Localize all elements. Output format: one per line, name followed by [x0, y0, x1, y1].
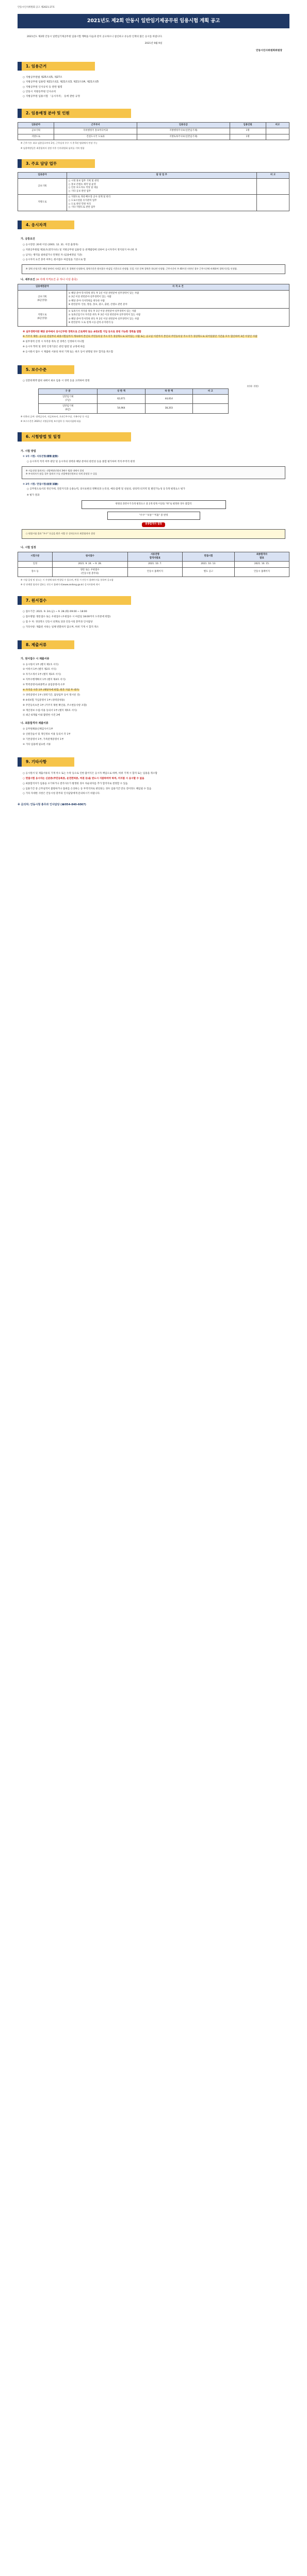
- cell: 38,203: [145, 404, 192, 413]
- intro-text: 2021년도 제2회 안동시 일반임기제공무원 임용시험 계획을 다음과 같이 공고하오니 참신하고 유능한 인재의 많은 응시를 바랍니다.: [27, 35, 163, 38]
- note: ※ 임용예정일은 최종합격자 결정 이후 인사위원회 심의를 거쳐 정함: [21, 146, 85, 149]
- cell: 공보기획: [18, 128, 54, 134]
- duties-table: [18, 172, 289, 211]
- cell: 건설도시국 도로과: [54, 134, 137, 140]
- paragraph: ○ 연봉한계액 범위 내에서 최초 임용 시 경력 등을 고려하여 결정: [23, 380, 90, 383]
- cell: [192, 395, 228, 404]
- info-box: ※ 서류전형 합격자는 선발예정인원의 3배수 범위 내에서 결정 ※ 부적격자가 많을 경우 합격자 수를 선발예정인원보다 적게 결정할 수 있음: [22, 466, 285, 479]
- paragraph-text: ○ 면접시험 응시자는 신분증(주민등록증, 운전면허증, 여권 등)을 반드시 지참하여야 하며, 미지참 시 응시할 수 없음: [23, 777, 144, 780]
- table-header: 임용분야: [18, 173, 67, 179]
- section-7-title: 7. 원서접수: [18, 596, 131, 605]
- cell: 장소 등: [18, 567, 53, 577]
- cell: ① 토목기사 자격증 취득 후 1년 이상 관련분야 실무경력이 있는 사람 ② 토목산업기사 자격증 취득 후 3년 이상 관련분야 실무경력이 있는 사람 ③ 해당 분야 학사학위 취득 후 2년 이상 관련분야 실무경력이 있는 사람 ※ 관련분야: 도로 설계·시공·감리·유지관리 등: [67, 308, 289, 326]
- notice-number: 안동시인사위원회 공고 제2021-27호: [18, 6, 55, 9]
- table-header: 임용분야: [18, 122, 54, 128]
- cell: 지방도로 (6급상당): [18, 308, 67, 326]
- note: ※ 응시원서 접수 시 제출한 서류의 허위 기재 또는 위조 등이 판명될 경우 합격을 취소함: [23, 351, 114, 354]
- list-item: ⑨ 주민등록초본 1부 (거주지 제한 확인용, 주소변동사항 포함): [23, 704, 87, 707]
- list-item: ○ 안동시 지방공무원 인사규칙: [23, 90, 289, 94]
- paragraph: ○ 접수방법: 방문접수 또는 우편접수 (우편접수 시 마감일 18:00까지 도착분에 한함): [23, 616, 111, 619]
- judge-box: "우수" "보통" "미흡" 중 판정: [107, 512, 200, 520]
- paragraph: ○ 기타사항: 제출된 서류는 일체 반환하지 않으며, 허위 기재 시 합격 취소: [23, 625, 99, 629]
- cell: 지방행정주사보(일반임기제): [137, 128, 230, 134]
- table-header: 자 격 요 건: [67, 284, 289, 291]
- subsection-label: 나. 세부요건: [21, 278, 35, 281]
- cell: 별도 공고: [182, 567, 234, 577]
- paragraph: ○ 응시연령: 20세 이상 (2001. 12. 31. 이전 출생자): [23, 243, 78, 246]
- table-row: [39, 404, 229, 413]
- section-4-title: 4. 응시자격: [18, 221, 74, 229]
- cell: 공보기획: [18, 178, 67, 194]
- list-item: ⑩ 개인정보 수집·이용 동의서 1부 (별지 제5호 서식): [23, 709, 77, 712]
- cell: 1명: [230, 134, 266, 140]
- table-header: 비고: [266, 122, 289, 128]
- table-row: [18, 290, 289, 308]
- table-header: 시험구분: [18, 552, 53, 562]
- cell: 안동시 홈페이지: [127, 567, 182, 577]
- table-row: [18, 178, 289, 194]
- cell: 일반임기제 (6급): [39, 404, 98, 413]
- list-item: ⑤ 학력증명서(최종학교 졸업증명서) 1부: [23, 684, 65, 687]
- cell: 44,614: [145, 395, 192, 404]
- section-6-title: 6. 시험방법 및 일정: [18, 432, 131, 441]
- list-item: ② 신원진술서 및 개인정보 이용 동의서 각 1부: [23, 733, 71, 736]
- judge-title: ※ 평가 결과: [27, 494, 40, 497]
- final-badge: 최종합격자 결정: [142, 522, 165, 527]
- note: ※ 시험 일정 및 장소는 시 사정에 따라 변경될 수 있으며, 변경 시 안동시 홈페이지를 통하여 공고함: [21, 579, 114, 582]
- final-box: ○ 면접시험 결과 "우수" 등급을 받은 사람 중 성적순으로 최종합격자 결정: [22, 529, 285, 538]
- note: [23, 331, 289, 334]
- section-1-title: 1. 임용근거: [18, 62, 95, 71]
- table-header: 원서접수: [52, 552, 127, 562]
- contact-info: [18, 803, 289, 807]
- table-row: [18, 195, 289, 211]
- list-item: ○ 지방공무원법 제25조의5, 제27조: [23, 76, 289, 79]
- cell: 일정: [18, 562, 53, 568]
- note: ※ 근무기간: 최초 임용일로부터 2년, 근무실적 우수 시 총 5년 범위에서 연장 가능: [21, 142, 98, 145]
- list-item: ③ 기본증명서 1부, 가족관계증명서 1부: [23, 738, 64, 741]
- section-2-title: 2. 임용예정 분야 및 인원: [18, 109, 131, 117]
- section-3-title: 3. 주요 담당 업무: [18, 159, 95, 168]
- subsection-title: 나. 최종합격자 제출서류: [21, 722, 49, 725]
- table-header: 임용예정분야: [18, 284, 67, 291]
- note: ※ 실무경력 산정 시 자격증 취득 전 경력은 인정하지 아니함: [23, 341, 85, 344]
- list-item-text: ⑥ 자격증 사본 1부 (해당자에 한함, 원본 지참 후 대조): [23, 689, 79, 692]
- subsection-title: [21, 278, 289, 282]
- table-header: 비 고: [192, 388, 228, 395]
- cell: 방문 또는 우편접수 (안동시청 총무과): [52, 567, 127, 577]
- cell: 1명: [230, 128, 266, 134]
- intro: [18, 36, 289, 39]
- cell: 지방토목주사보(일반임기제): [137, 134, 230, 140]
- subsection-title: 나. 시험 일정: [21, 546, 36, 549]
- list-item: ① 응시원서 1부 (별지 제1호 서식): [23, 663, 59, 666]
- cell: 2021. 9. 24. ~ 9. 28.: [52, 562, 127, 568]
- cell: 62,671: [98, 395, 145, 404]
- notice-date: 2021년 9월 9일: [144, 42, 163, 45]
- cell: 일반임기제 (7급): [39, 395, 98, 404]
- list-item: ① 공무원채용신체검사서 1부: [23, 727, 53, 731]
- paragraph: ○ 지방공무원법 제31조(결격사유) 및 지방공무원 임용령 등 관계법령에 의하여 응시자격이 정지되지 아니한 자: [23, 248, 137, 251]
- list-item: ⑪ 최근 6개월 이내 촬영한 사진 2매: [23, 714, 60, 717]
- table-header: 임용인원: [230, 122, 266, 128]
- note: ※ 연봉외 급여: 정액급식비, 직급보조비, 초과근무수당, 가족수당 등 지급: [21, 415, 89, 418]
- paragraph: ○ 남자는 병역을 필하였거나 면제된 자 (임용예정일 기준): [23, 253, 83, 257]
- note: ※ 각 단계별 합격자 발표는 안동시 홈페이지(www.andong.go.kr) 공지사항에 게시: [21, 583, 100, 586]
- list-item: [23, 689, 289, 692]
- table-header: 서류전형 합격자발표: [127, 552, 182, 562]
- cell: [266, 128, 289, 134]
- cell: ○ 지방도로 개설·확포장 공사 설계 및 관리 ○ 도로시설물 유지관리 업무 ○ 도로 관련 민원 처리 ○ 기타 지방도로 관련 업무: [67, 195, 256, 211]
- cell: ① 해당 분야 학사학위 취득 후 1년 이상 관련분야 실무경력이 있는 사람 ② 3년 이상 관련분야 실무경력이 있는 사람 ③ 해당 분야 석사학위를 취득한 사람 ※ 관련분야: 언론, 방송, 홍보, 광고, 출판, 콘텐츠 관련 분야: [67, 290, 289, 308]
- list-item: ④ 기타 임용에 필요한 서류: [23, 743, 51, 746]
- table-header: 최종합격자 발표: [234, 552, 289, 562]
- paragraph: ○ 기타 자세한 사항은 안동시청 총무과 인사담당에게 문의하시기 바랍니다.: [23, 792, 101, 795]
- cell: ○ 시정 홍보 업무 기획 및 관리 ○ 홍보 콘텐츠 제작 및 운영 ○ 언론 보도자료 작성 및 대응 ○ 기타 공보 관련 업무: [67, 178, 256, 194]
- step-title: ② 2차 시험: 면접시험(面接 試驗): [23, 483, 58, 486]
- cell: 자치행정국 홍보미디어과: [54, 128, 137, 134]
- cell: 공보기획 (6급상당): [18, 290, 67, 308]
- list-item: ③ 자기소개서 1부 (별지 제3호 서식): [23, 673, 61, 676]
- unit-label: (단위: 천원): [247, 385, 258, 388]
- table-header: 구 분: [39, 388, 98, 395]
- table-header: 임용등급: [137, 122, 230, 128]
- section-1-list: [18, 76, 289, 98]
- cell: [266, 134, 289, 140]
- list-item: ○ 지방공무원 임용령 제21조의2, 제21조의3, 제21조의4, 제21조의5: [23, 80, 289, 84]
- paragraph: ○ 응시자격 요건 충족 여부는 원서접수 마감일을 기준으로 함: [23, 259, 86, 262]
- judge-box: 위원의 과반수가 5개 평정요소 중 2개 항목 이상을 "하"로 평정한 경우 불합격: [82, 500, 226, 509]
- cell: 지방도로: [18, 195, 67, 211]
- table-header: 근무부서: [54, 122, 137, 128]
- section-5-title: 5. 보수수준: [18, 365, 74, 374]
- table-row: [39, 395, 229, 404]
- table-header: 면접시험: [182, 552, 234, 562]
- cell: 2021. 10. 15.: [234, 562, 289, 568]
- step-title: ① 1차 시험: 서류전형(書類 銓衡): [23, 455, 58, 459]
- list-item: ⑧ 4대보험 가입증명서 1부 (경력증빙용): [23, 699, 65, 702]
- contact-text: ※ 문의처: 안동시청 총무과 인사담당 (☎054-840-6067): [18, 803, 86, 807]
- paragraph: ○ 최종합격자가 임용을 포기하거나 결격사유가 발생한 경우 차순위자를 추가 합격자로 결정할 수 있음: [23, 782, 128, 785]
- table-row: [18, 128, 289, 134]
- section-8-title: 8. 제출서류: [18, 640, 74, 649]
- list-item: ④ 직무수행계획서 1부 (별지 제4호 서식): [23, 679, 66, 682]
- note: [23, 335, 289, 339]
- cell: 2021. 10. 7.: [127, 562, 182, 568]
- paragraph: ○ 응시자격 적격 여부 판단 및 응시자의 경력과 해당 분야의 관련성 등을 종합 평가하여 적격·부적격 판정: [27, 461, 135, 464]
- cell: 안동시 홈페이지: [234, 567, 289, 577]
- table-row: [18, 308, 289, 326]
- table-header: 담 당 업 무: [67, 173, 256, 179]
- paragraph: [23, 777, 289, 781]
- note-text: ※ 거주지 제한: 공고일 전일부터 최종시험일까지 계속하여 본인의 주민등록상 주소지가 경상북도로 되어있는 사람 또는 공고일 이전까지 본인의 주민등록상 주소지가 경상북도로 되어있었던 기간을 모두 합산하여 3년 이상인 사람: [23, 335, 257, 338]
- subsection-title: 가. 공통요건: [21, 238, 35, 241]
- positions-table: [18, 122, 289, 141]
- paragraph: ○ 응시원서 및 제출서류의 기재 착오 또는 누락 등으로 인한 불이익은 응시자 책임으로 하며, 허위 기재 시 합격 또는 임용을 취소함: [23, 772, 157, 775]
- table-row: [18, 562, 289, 568]
- subsection-title: 가. 원서접수 시 제출서류: [21, 657, 50, 661]
- cell: 지방도로: [18, 134, 54, 140]
- note: ※ 응시자 학력 및 경력 인정기준은 관련 법령 및 규정에 따름: [23, 346, 85, 349]
- note: ※ 보수수준은 2021년 지방공무원 보수업무 등 처리지침에 따름: [21, 419, 81, 422]
- list-item: ○ 지방공무원 인사규칙 등 관련 법령: [23, 86, 289, 89]
- paragraph: ○ 임용기간 중 근무실적이 불량하거나 품위를 손상하는 등 부적격자로 판단되는 경우 임용기간 만료 전이라도 해임될 수 있음: [23, 787, 152, 790]
- list-item: ○ 지방공무원 임용시험 「응시자격」 등에 관한 규정: [23, 95, 289, 98]
- note-text: ※ 실무경력이란 해당 분야에서 상시근무한 경력으로 근로계약 또는 4대보험 가입 등으로 증빙 가능한 경력을 말함: [23, 330, 141, 333]
- schedule-table: [18, 552, 289, 577]
- subsection-note: (※ 아래 자격요건 중 하나 이상 충족): [36, 278, 77, 281]
- page-title: 2021년도 제2회 안동시 일반임기제공무원 임용시험 계획 공고: [18, 14, 289, 28]
- issuing-org: 안동시인사위원회위원장: [256, 49, 282, 52]
- paragraph: ○ 공무원으로서의 정신자세, 전문지식과 응용능력, 의사표현의 정확성과 논리성, 예의·품행 및 성실성, 창의력·의지력 및 발전가능성 등 5개 평정요소 평가: [27, 488, 185, 491]
- cell: [256, 178, 289, 194]
- requirements-table: [18, 284, 289, 326]
- paragraph: ○ 접수기간: 2021. 9. 24.(금) ~ 9. 28.(화) 09:00 ~ 18:00: [23, 611, 87, 614]
- table-row: [18, 134, 289, 140]
- list-item: ⑦ 경력증명서 1부 (경력기간, 담당업무 등이 명시된 것): [23, 693, 80, 697]
- subsection-title: 가. 시험 방법: [21, 449, 36, 453]
- salary-table: [38, 388, 229, 414]
- cell: [256, 195, 289, 211]
- table-header: 비 고: [256, 173, 289, 179]
- final-badge-wrap: [18, 522, 289, 527]
- table-header: 하 한 액: [145, 388, 192, 395]
- paragraph: ○ 접 수 처: 경상북도 안동시 퇴계로 115 안동시청 총무과 인사담당: [23, 620, 93, 623]
- list-item: ② 이력서 1부 (별지 제2호 서식): [23, 668, 57, 671]
- cell: 2021. 10. 13.: [182, 562, 234, 568]
- cell: [192, 404, 228, 413]
- cell: 54,964: [98, 404, 145, 413]
- section-9-title: 9. 기타사항: [18, 757, 74, 766]
- info-box: ※ 경력 인정기준: 해당 분야의 자격증 취득 후 경력만 인정하며, 경력기간은 원서접수 마감일 기준으로 산정함. 동일 기간 중복 경력은 하나만 인정함. 근무시간이 주 40시간 미만인 경우 근무시간에 비례하여 경력기간을 인정함.: [22, 264, 285, 274]
- table-header: 상 한 액: [98, 388, 145, 395]
- table-row: [18, 567, 289, 577]
